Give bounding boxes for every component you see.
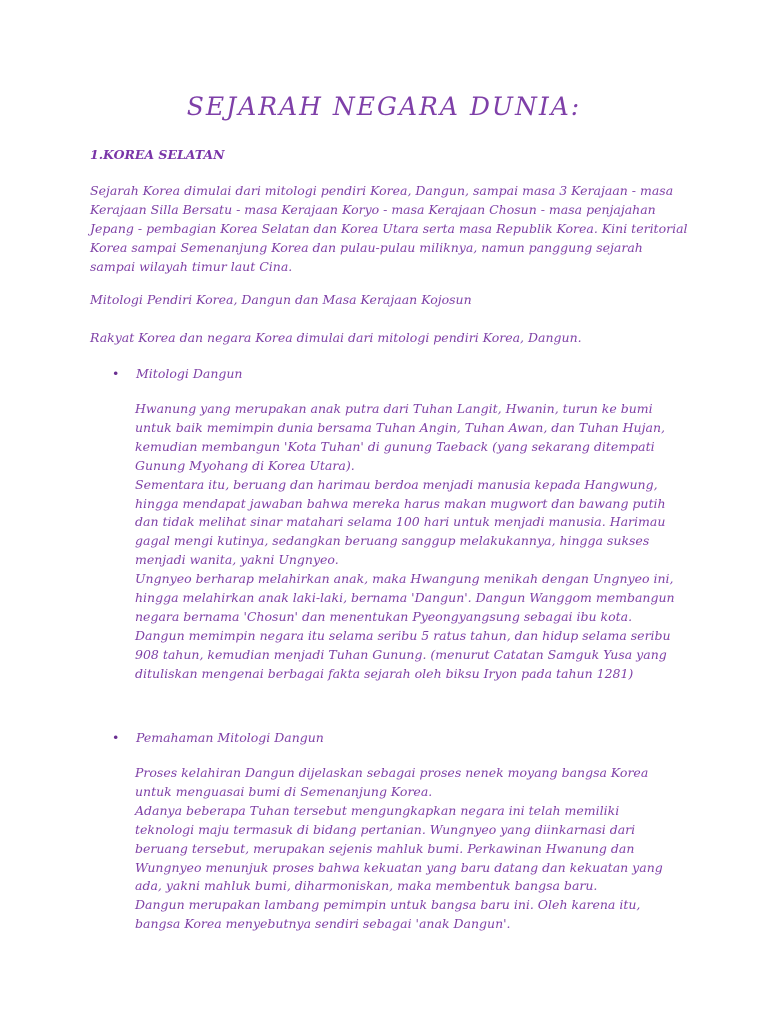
body-paragraph: Ungnyeo berharap melahirkan anak, maka Hwangung menikah dengan Ungnyeo ini, hingga melahirkan anak laki-laki, bernama 'Dangun'. Dangun Wanggom membangun negara bernama 'Chosun' dan menentukan Pyeongyangsung sebagai ibu kota.: [135, 571, 675, 624]
body-paragraph: Dangun memimpin negara itu selama seribu 5 ratus tahun, dan hidup selama seribu 908 tahun, kemudian menjadi Tuhan Gunung. (menurut Catatan Samguk Yusa yang dituliskan mengenai berbagai fakta sejarah oleh biksu Iryon pada tahun 1281): [135, 627, 671, 681]
body-paragraph: Hwanung yang merupakan anak putra dari Tuhan Langit, Hwanin, turun ke bumi untuk baik memimpin dunia bersama Tuhan Angin, Tuhan Awan, dan Tuhan Hujan, kemudian membangun 'Kota Tuhan' di gunung Taeback (yang sekarang ditempati Gunung Myohang di Korea Utara).: [135, 401, 665, 473]
body-paragraph: Proses kelahiran Dangun dijelaskan sebagai proses nenek moyang bangsa Korea untuk menguasai bumi di Semenanjung Korea.: [135, 765, 649, 799]
bullet-label: Mitologi Dangun: [136, 366, 243, 381]
bullet-label: Pemahaman Mitologi Dangun: [136, 730, 324, 745]
intro-paragraph: Sejarah Korea dimulai dari mitologi pendiri Korea, Dangun, sampai masa 3 Kerajaan - masa Kerajaan Silla Bersatu - masa Kerajaan Koryo - masa Kerajaan Chosun - masa penjajahan Jepang - pembagian Korea Selatan dan Korea Utara serta masa Republik Korea. Kini teritorial Korea sampai Semenanjung Korea dan pulau-pulau miliknya, namun panggung sejarah sampai wilayah timur laut Cina.: [90, 183, 688, 274]
lead-paragraph: Rakyat Korea dan negara Korea dimulai dari mitologi pendiri Korea, Dangun.: [90, 330, 582, 345]
section-heading: 1.KOREA SELATAN: [90, 147, 225, 162]
bullet-marker: •: [112, 730, 120, 745]
subheading-paragraph: Mitologi Pendiri Korea, Dangun dan Masa Kerajaan Kojosun: [90, 292, 472, 307]
bullet-marker: •: [112, 366, 120, 381]
body-paragraph: Dangun merupakan lambang pemimpin untuk bangsa baru ini. Oleh karena itu, bangsa Korea menyebutnya sendiri sebagai 'anak Dangun'.: [135, 897, 641, 932]
body-paragraph: Adanya beberapa Tuhan tersebut mengungkapkan negara ini telah memiliki teknologi maju termasuk di bidang pertanian. Wungnyeo yang diinkarnasi dari beruang tersebut, merupakan sejenis mahluk bumi. Perkawinan Hwanung dan Wungnyeo menunjuk proses bahwa kekuatan yang baru datang dan kekuatan yang ada, yakni mahluk bumi, diharmoniskan, maka membentuk bangsa baru.: [135, 802, 663, 894]
page-title: SEJARAH NEGARA DUNIA:: [186, 92, 582, 121]
bullet-body-mitologi-dangun: [135, 400, 681, 684]
body-paragraph: Sementara itu, beruang dan harimau berdoa menjadi manusia kepada Hangwung, hingga mendapat jawaban bahwa mereka harus makan mugwort dan bawang putih dan tidak melihat sinar matahari selama 100 hari untuk menjadi manusia. Harimau gagal mengi kutinya, sedangkan beruang sanggup melakukannya, hingga sukses menjadi wanita, yakni Ungnyeo.: [135, 476, 666, 568]
bullet-body-pemahaman-mitologi-dangun: [135, 764, 681, 934]
